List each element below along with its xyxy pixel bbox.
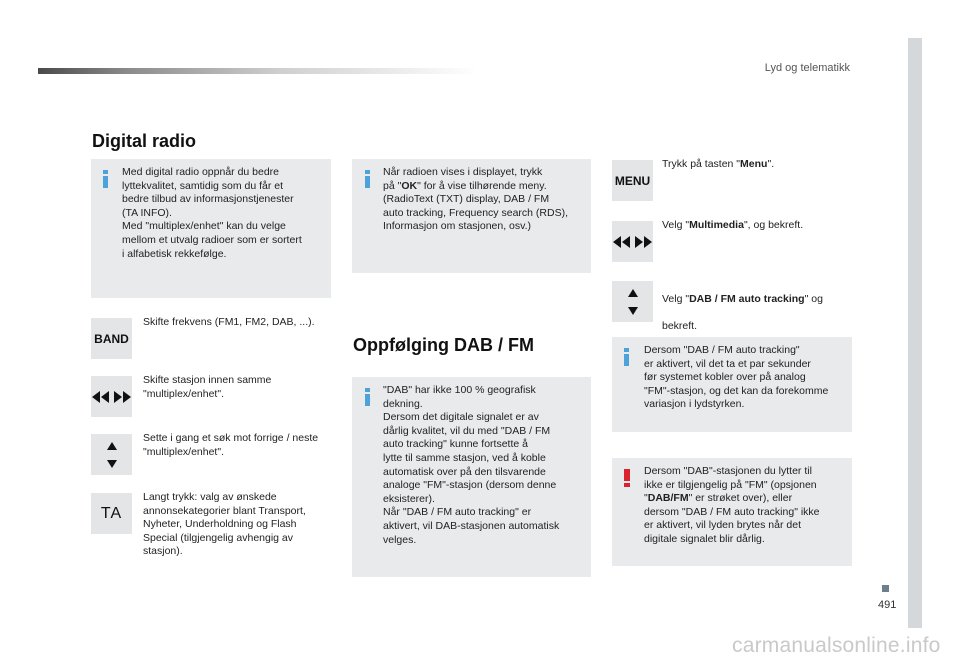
ta-description: Langt trykk: valg av ønskede annonsekategorier blant Transport, Nyheter, Underholdning og Flash Special (tilgjengelig avhengig av stasjon).: [143, 491, 306, 558]
side-tab-bar: [908, 38, 922, 628]
info-icon: [365, 388, 370, 406]
header-gradient-bar: [38, 68, 478, 74]
seek-description: Skifte stasjon innen samme "multiplex/enhet".: [143, 374, 272, 400]
info-icon: [365, 170, 370, 188]
radio-text: Når radioen vises i displayet, trykk på "OK" for å vise tilhørende meny. (RadioText (TXT) display, DAB / FM auto tracking, Frequency search (RDS), Informasjon om stasjonen, osv.): [383, 166, 568, 233]
ta-label: TA: [100, 504, 123, 522]
info-icon: [624, 348, 629, 366]
seek-button[interactable]: [91, 376, 132, 417]
intro-text: Med digital radio oppnår du bedre lyttekvalitet, samtidig som du får et bedre tilbud av informasjonstjenester (TA INFO). Med "multiplex/enhet" kan du velge mellom et utvalg radioer som er sortert i alfabetisk rekkefølge.: [122, 166, 302, 260]
up-down-description: Sette i gang et søk mot forrige / neste "multiplex/enhet".: [143, 432, 319, 458]
warning-text: Dersom "DAB"-stasjonen du lytter til ikke er tilgjengelig på "FM" (opsjonen "DAB/FM" er strøket over), eller dersom "DAB / FM auto tracking" ikke er aktivert, vil lyden brytes når det digitale signalet blir dårlig.: [644, 465, 820, 545]
dab-text: "DAB" har ikke 100 % geografisk dekning. Dersom det digitale signalet er av dårlig kvalitet, vil du med "DAB / FM auto tracking" kunne fortsette å lytte til samme stasjon, ved å koble automatisk over på den tilsvarende analoge "FM"-stasjon (dersom denne eksisterer). Når "DAB / FM auto tracking" er aktivert, vil DAB-stasjonen automatisk velges.: [383, 384, 560, 546]
dab-info-box: [352, 377, 591, 577]
page-number: 491: [878, 599, 897, 611]
dab-select-button[interactable]: [612, 281, 653, 322]
warning-box: [612, 458, 852, 566]
intro-info-box: [91, 159, 331, 298]
band-button[interactable]: [91, 318, 132, 359]
step-menu-text: Trykk på tasten "Menu".: [662, 158, 775, 170]
seek-arrows-icon: [613, 236, 652, 248]
page-marker: [882, 585, 889, 592]
menu-label: MENU: [614, 173, 651, 188]
page-title: Digital radio: [92, 131, 197, 151]
watermark: carmanualsonline.info: [732, 634, 941, 657]
info-icon: [103, 170, 108, 188]
radio-info-box: [352, 159, 591, 273]
multimedia-seek-button[interactable]: [612, 221, 653, 262]
up-down-arrows-icon: [107, 442, 117, 468]
seek-arrows-icon: [92, 391, 131, 403]
up-down-button[interactable]: [91, 434, 132, 475]
band-label: BAND: [94, 331, 129, 346]
section-subtitle: Oppfølging DAB / FM: [353, 335, 534, 355]
band-description: Skifte frekvens (FM1, FM2, DAB, ...).: [143, 316, 315, 328]
step-multimedia-text: Velg "Multimedia", og bekreft.: [662, 219, 804, 231]
menu-button[interactable]: [612, 160, 653, 201]
section-title: Lyd og telematikk: [764, 62, 850, 74]
tracking-info-box: [612, 337, 852, 432]
up-down-arrows-icon: [628, 289, 638, 315]
ta-button[interactable]: [91, 493, 132, 534]
tracking-text: Dersom "DAB / FM auto tracking" er aktivert, vil det ta et par sekunder før systemet kobler over på analog "FM"-stasjon, og det kan da forekomme variasjon i lydstyrken.: [644, 344, 829, 411]
step-dab-text: Velg "DAB / FM auto tracking" og bekreft.: [662, 292, 823, 332]
warning-icon: [624, 469, 630, 487]
